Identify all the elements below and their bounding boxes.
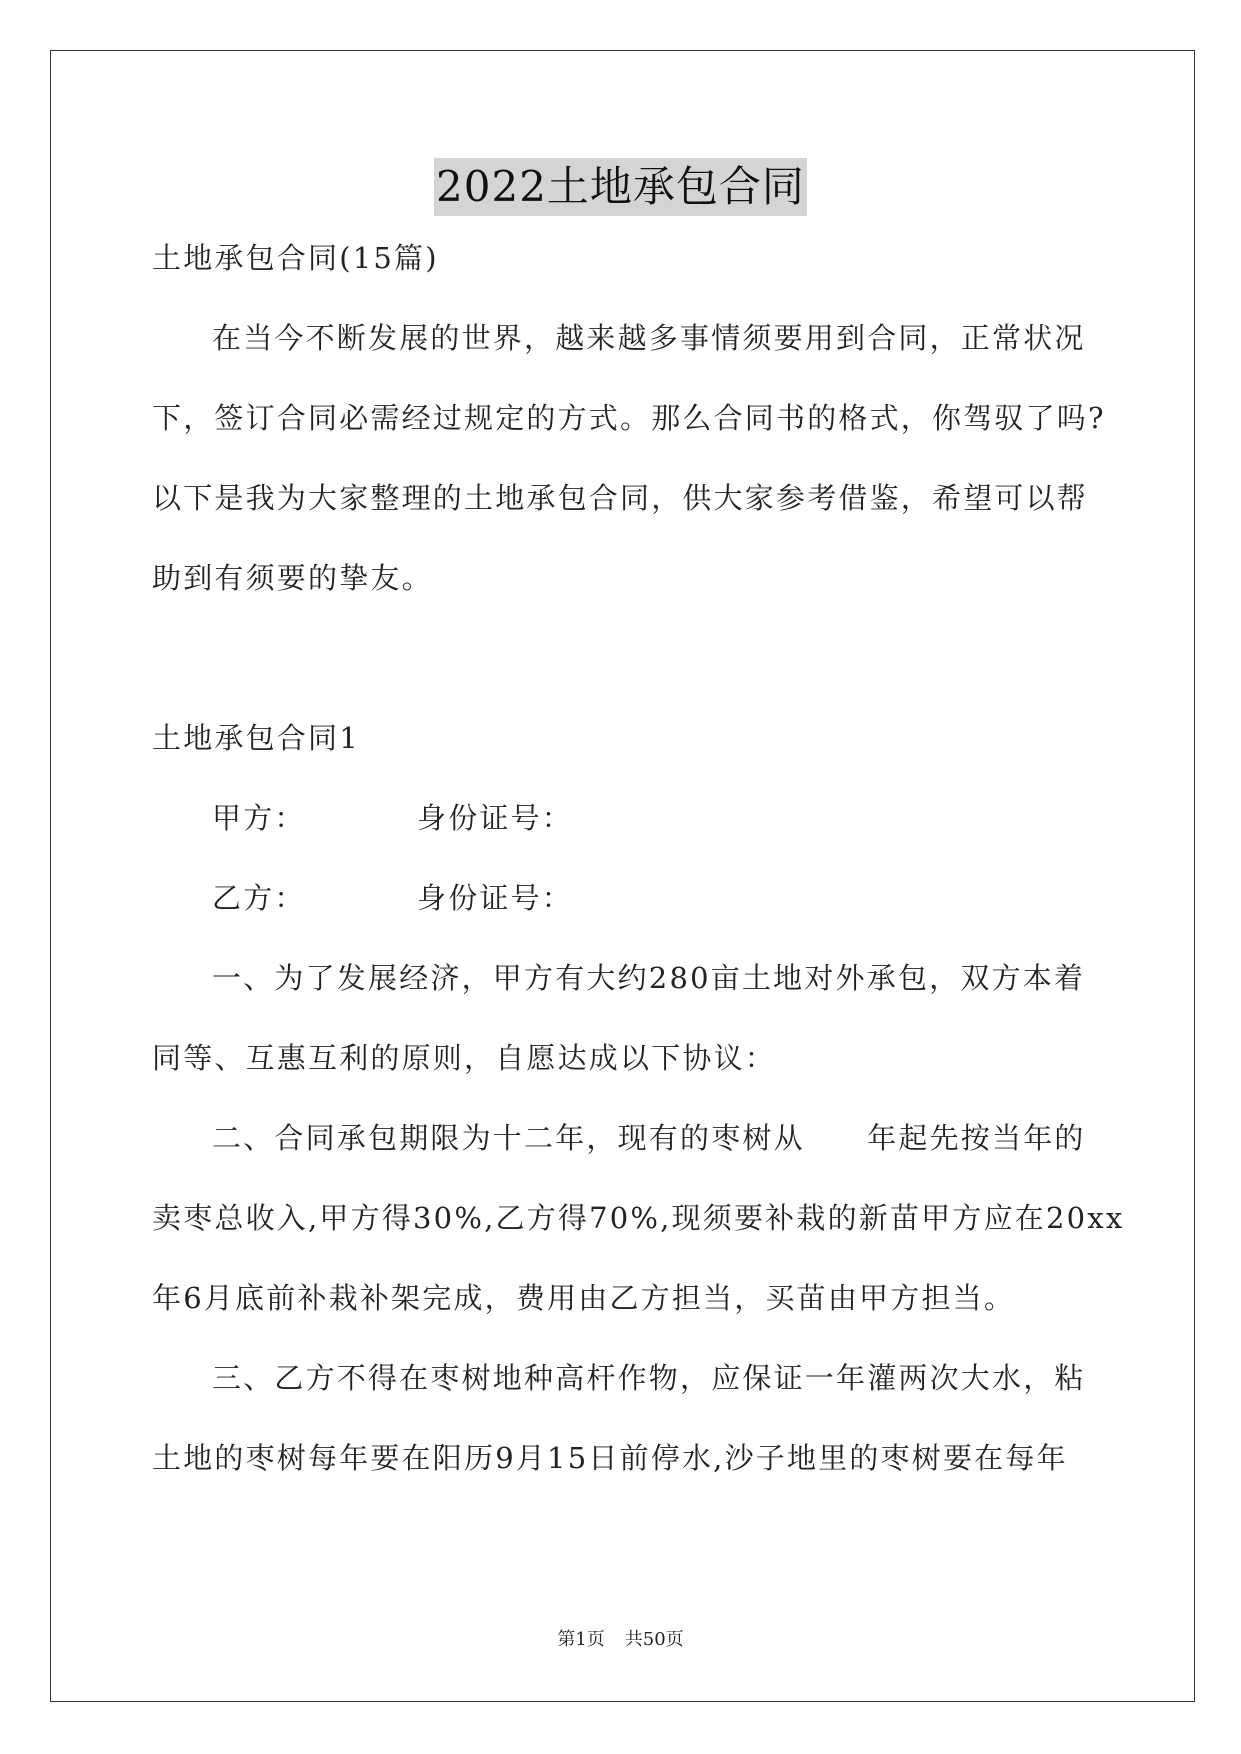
document-subtitle: 土地承包合同(15篇) (152, 241, 439, 275)
party-a-id-label: 身份证号： (417, 801, 574, 835)
intro-line: 以下是我为大家整理的土地承包合同，供大家参考借鉴，希望可以帮 (152, 481, 1089, 515)
clause-line: 二、合同承包期限为十二年，现有的枣树从 年起先按当年的 (212, 1121, 1086, 1155)
clause-line: 一、为了发展经济，甲方有大约280亩土地对外承包，双方本着 (212, 961, 1086, 995)
party-a-label: 甲方： (212, 801, 306, 835)
clause-line: 三、乙方不得在枣树地种高杆作物，应保证一年灌两次大水，粘 (212, 1361, 1086, 1395)
clause-line: 土地的枣树每年要在阳历9月15日前停水,沙子地里的枣树要在每年 (152, 1441, 1068, 1475)
party-b-label: 乙方： (212, 881, 306, 915)
page-total: 共50页 (624, 1629, 684, 1650)
intro-line: 下，签订合同必需经过规定的方式。那么合同书的格式，你驾驭了吗? (152, 401, 1106, 435)
intro-line: 助到有须要的挚友。 (152, 561, 433, 595)
title-container (0, 158, 1241, 216)
clause-line: 同等、互惠互利的原则，自愿达成以下协议： (152, 1041, 777, 1075)
section-heading: 土地承包合同1 (152, 721, 360, 755)
party-b-id-label: 身份证号： (417, 881, 574, 915)
page-number: 第1页 (557, 1629, 605, 1650)
document-title: 2022土地承包合同 (434, 158, 807, 216)
clause-line: 卖枣总收入,甲方得30%,乙方得70%,现须要补栽的新苗甲方应在20xx (152, 1201, 1125, 1235)
page-footer (0, 1628, 1241, 1652)
intro-line: 在当今不断发展的世界，越来越多事情须要用到合同，正常状况 (212, 321, 1086, 355)
clause-line: 年6月底前补栽补架完成，费用由乙方担当，买苗由甲方担当。 (152, 1281, 1016, 1315)
